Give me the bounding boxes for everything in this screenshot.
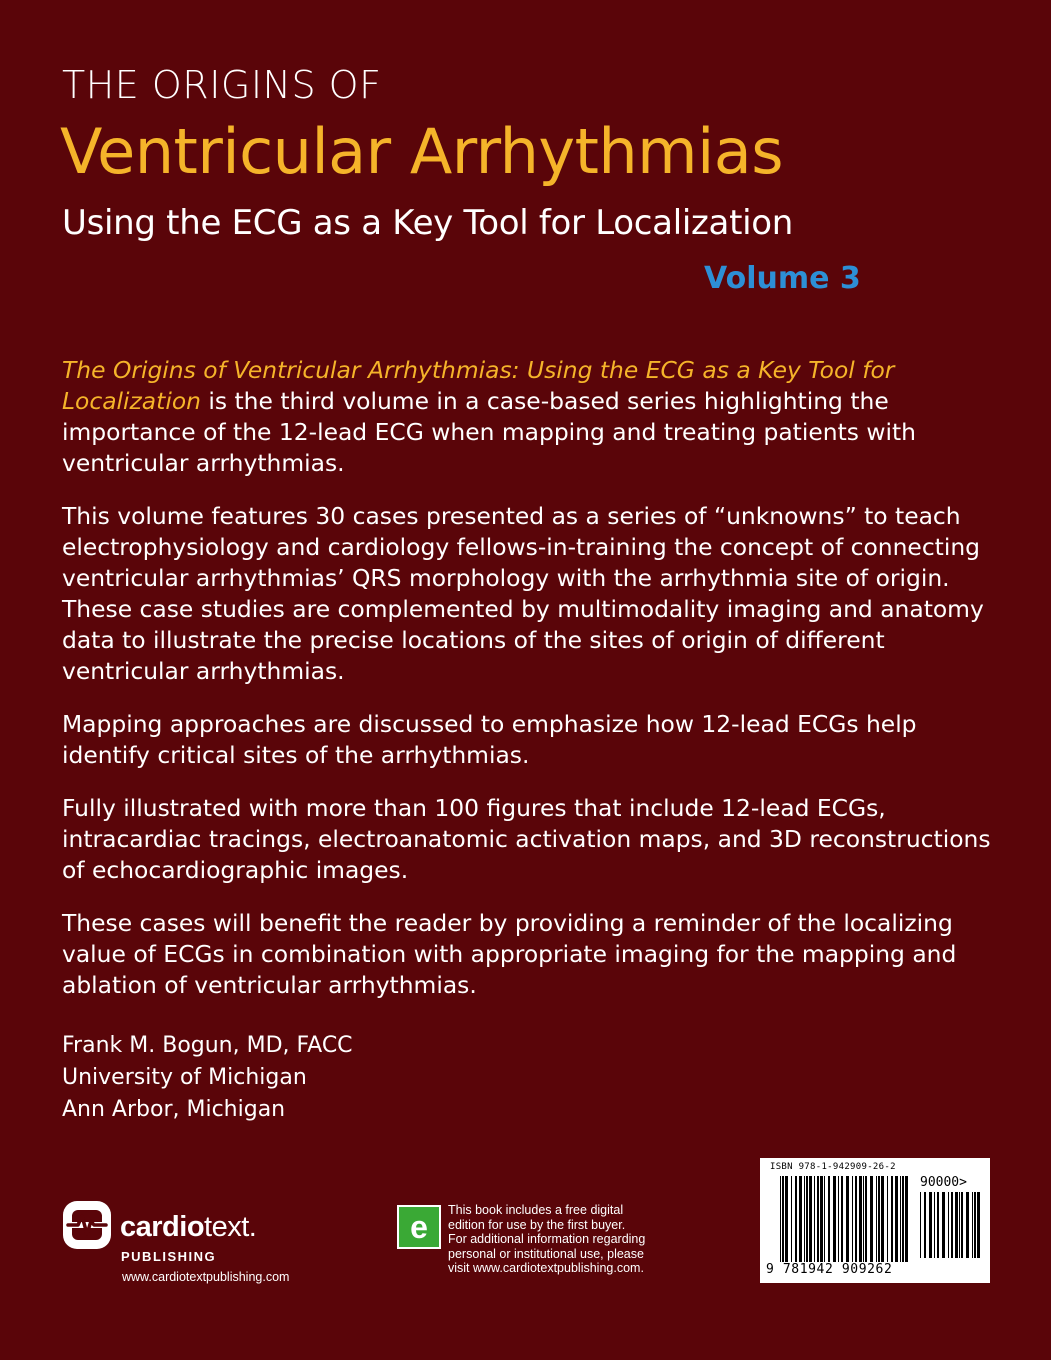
ebook-line: edition for use by the first buyer. xyxy=(448,1217,626,1232)
heartbeat-logo-icon xyxy=(62,1200,112,1250)
ebook-line: visit www.cardiotextpublishing.com. xyxy=(448,1261,644,1275)
author-name: Frank M. Bogun, MD, FACC xyxy=(62,1033,353,1058)
ebook-line: This book includes a free digital xyxy=(448,1203,624,1217)
ean-number: 9 781942 909262 xyxy=(766,1262,893,1277)
author-block xyxy=(62,1030,353,1126)
book-title: Ventricular Arrhythmias xyxy=(60,115,784,188)
title-reference: The Origins of Ventricular Arrhythmias: Using the ECG as a Key Tool for Localization xyxy=(62,356,895,415)
description-paragraph-4: Fully illustrated with more than 100 figures that include 12-lead ECGs, intracardiac tracings, electroanatomic activation maps, and 3D reconstructions of echocardiographic images. xyxy=(62,794,991,884)
digital-edition-note xyxy=(448,1203,698,1276)
publisher-url: www.cardiotextpublishing.com xyxy=(122,1270,290,1284)
publisher-name xyxy=(120,1210,256,1244)
description-paragraph-1-text: is the third volume in a case-based series highlighting the importance of the 12-lead ECG when mapping and treating patients with ventricular arrhythmias. xyxy=(62,387,916,477)
volume-label: Volume 3 xyxy=(704,261,861,296)
description xyxy=(62,355,1002,1023)
pre-title: THE ORIGINS OF xyxy=(62,63,382,107)
price-code: 90000> xyxy=(920,1175,967,1190)
publisher-name-rest: text. xyxy=(204,1211,257,1243)
publisher-subtitle: PUBLISHING xyxy=(121,1249,217,1264)
ebook-line: personal or institutional use, please xyxy=(448,1246,644,1261)
description-paragraph-1 xyxy=(62,355,1002,479)
description-paragraph-5: These cases will benefit the reader by providing a reminder of the localizing value of ECGs in combination with appropriate imaging for the mapping and ablation of ventricular arrhythmias. xyxy=(62,909,957,999)
book-subtitle: Using the ECG as a Key Tool for Localization xyxy=(62,203,793,243)
isbn-label: ISBN 978-1-942909-26-2 xyxy=(770,1162,896,1172)
author-location: Ann Arbor, Michigan xyxy=(62,1097,286,1122)
publisher-name-bold: cardio xyxy=(120,1211,205,1243)
ebook-e-icon xyxy=(397,1205,441,1249)
ebook-letter: e xyxy=(410,1209,428,1245)
description-paragraph-2: This volume features 30 cases presented as a series of “unknowns” to teach electrophysiology and cardiology fellows-in-training the concept of connecting ventricular arrhythmias’ QRS morphology with the arrhythmia site of origin. These case studies are complemented by multimodality imaging and anatomy data to illustrate the precise locations of the sites of origin of different ventricular arrhythmias. xyxy=(62,502,984,685)
description-paragraph-3: Mapping approaches are discussed to emphasize how 12-lead ECGs help identify critical sites of the arrhythmias. xyxy=(62,710,917,769)
author-affiliation: University of Michigan xyxy=(62,1065,307,1090)
ebook-line: For additional information regarding xyxy=(448,1232,646,1246)
barcode xyxy=(760,1158,990,1283)
